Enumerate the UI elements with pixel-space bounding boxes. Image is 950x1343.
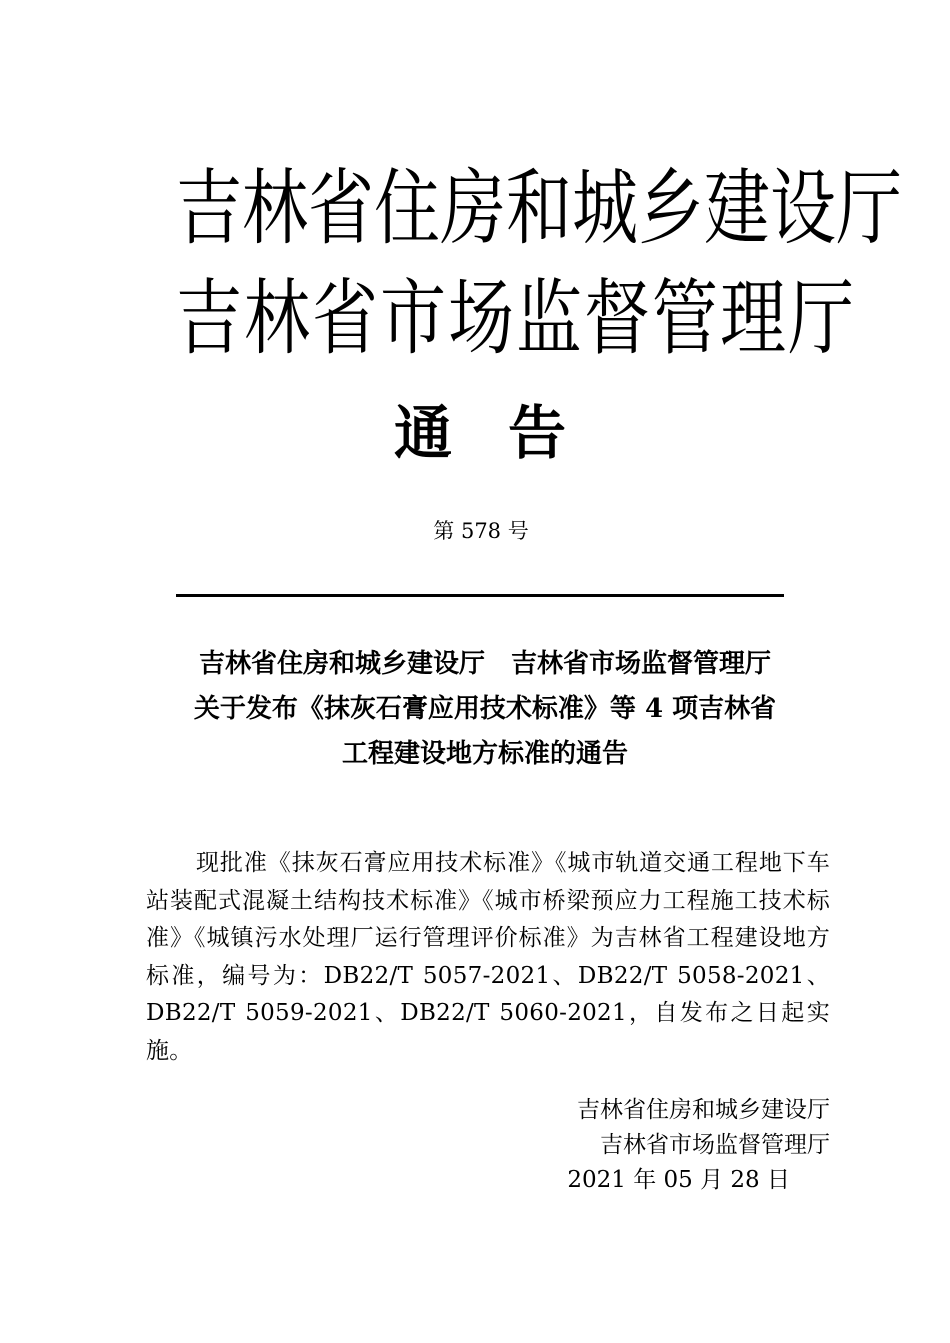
title-line-1: 吉林省住房和城乡建设厅 吉林省市场监督管理厅: [198, 649, 771, 679]
issuer-heading-housing: 吉林省住房和城乡建设厅: [176, 160, 902, 257]
issuer-heading-market: 吉林省市场监督管理厅: [176, 270, 856, 367]
signature-block: [500, 1093, 830, 1198]
title-line-2: 关于发布《抹灰石膏应用技术标准》等 4 项吉林省: [193, 694, 777, 724]
document-number: 第 578 号: [433, 519, 529, 543]
signature-market-dept: 吉林省市场监督管理厅: [600, 1132, 830, 1158]
header-divider: [176, 594, 784, 597]
document-type-heading: 通告: [393, 399, 622, 467]
title-line-3: 工程建设地方标准的通告: [341, 739, 628, 769]
signature-housing-dept: 吉林省住房和城乡建设厅: [577, 1097, 830, 1123]
notice-body: 现批准《抹灰石膏应用技术标准》《城市轨道交通工程地下车站装配式混凝土结构技术标准》《城市桥梁预应力工程施工技术标准》《城镇污水处理厂运行管理评价标准》为吉林省工程建设地方标准，编号为：DB22/T 5057-2021、DB22/T 5058-2021、DB22/T 5059-2021、DB22/T 5060-2021，自发布之日起实施。: [146, 850, 830, 1064]
notice-title: [140, 642, 830, 777]
issue-date: 2021 年 05 月 28 日: [567, 1167, 790, 1193]
